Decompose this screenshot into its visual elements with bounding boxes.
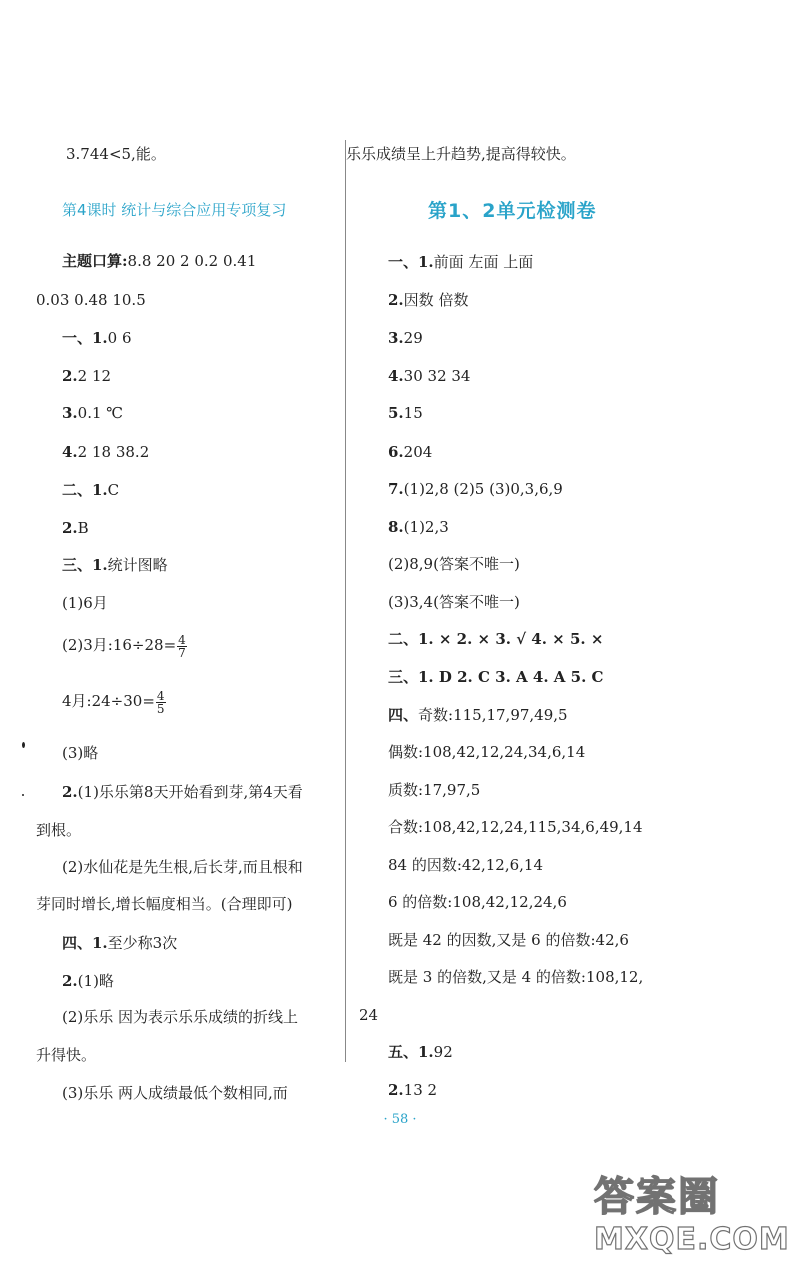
unit-answer-1-3: 3.29 — [388, 329, 423, 347]
unit-answer-4-factors-84: 84 的因数:42,12,6,14 — [388, 856, 544, 874]
answer-3-2: 2.(1)乐乐第8天开始看到芽,第4天看 — [62, 783, 303, 801]
right-top-line: 乐乐成绩呈上升趋势,提高得较快。 — [346, 145, 576, 163]
unit-answer-4-composite: 合数:108,42,12,24,115,34,6,49,14 — [388, 818, 643, 836]
unit-answer-4-prime: 质数:17,97,5 — [388, 781, 481, 799]
left-top-line: 3.744<5,能。 — [66, 145, 166, 163]
zhuti-label: 主题口算: — [62, 252, 128, 270]
answer-4-2-2-cont: 升得快。 — [36, 1046, 97, 1064]
unit-answer-1-8-3: (3)3,4(答案不唯一) — [388, 593, 520, 611]
answer-4-2-2: (2)乐乐 因为表示乐乐成绩的折线上 — [62, 1008, 299, 1026]
page-number: · 58 · — [383, 1112, 417, 1127]
answer-4-2-3: (3)乐乐 两人成绩最低个数相同,而 — [62, 1084, 288, 1102]
fraction-4-7: $\frac{4}{7}$ — [178, 632, 186, 660]
answer-3-2-2-cont: 芽同时增长,增长幅度相当。(合理即可) — [36, 895, 293, 913]
watermark-top: 答案圈 — [594, 1174, 720, 1220]
scan-speck — [22, 794, 24, 796]
unit-answer-4-odd: 四、奇数:115,17,97,49,5 — [388, 706, 568, 724]
unit-answer-1-8-2: (2)8,9(答案不唯一) — [388, 555, 520, 573]
unit-answer-5-2: 2.13 2 — [388, 1081, 438, 1099]
answer-2-2: 2.B — [62, 519, 89, 537]
unit-answer-1-6: 6.204 — [388, 443, 433, 461]
answer-3-1-2: (2)3月:16÷28= $\frac{4}{7}$ — [62, 632, 186, 660]
answer-3-1-1: (1)6月 — [62, 594, 108, 612]
answer-3-2-2: (2)水仙花是先生根,后长芽,而且根和 — [62, 858, 303, 876]
answer-3-1: 三、1.统计图略 — [62, 556, 168, 574]
unit-answer-1-1: 一、1.前面 左面 上面 — [388, 253, 534, 271]
unit-answer-5-1: 五、1.92 — [388, 1043, 453, 1061]
unit-answer-1-4: 4.30 32 34 — [388, 367, 471, 385]
column-divider — [345, 140, 346, 1062]
answer-4-2: 2.(1)略 — [62, 972, 114, 990]
fraction-4-5: $\frac{4}{5}$ — [156, 688, 165, 716]
zhuti-values: 8.8 20 2 0.2 0.41 — [127, 252, 257, 270]
unit-answer-1-5: 5.15 — [388, 404, 423, 422]
unit-answer-2: 二、1. × 2. × 3. √ 4. × 5. × — [388, 630, 604, 648]
unit-answer-3: 三、1. D 2. C 3. A 4. A 5. C — [388, 668, 604, 686]
unit-answer-4-both-3-4: 既是 3 的倍数,又是 4 的倍数:108,12, — [388, 968, 644, 986]
answer-3-1-3: (3)略 — [62, 744, 99, 762]
answer-1-2: 2.2 12 — [62, 367, 112, 385]
zhuti-cont: 0.03 0.48 10.5 — [36, 291, 146, 309]
watermark-bottom: MXQE.COM — [594, 1222, 790, 1257]
unit-answer-4-even: 偶数:108,42,12,24,34,6,14 — [388, 743, 586, 761]
zhuti-line — [62, 252, 256, 270]
watermark-logo — [594, 1165, 790, 1265]
scan-speck — [22, 742, 25, 748]
unit-answer-1-2: 2.因数 倍数 — [388, 291, 469, 309]
answer-4-1: 四、1.至少称3次 — [62, 934, 178, 952]
unit-answer-4-both-3-4-cont: 24 — [359, 1006, 379, 1024]
unit-answer-4-both-42-6: 既是 42 的因数,又是 6 的倍数:42,6 — [388, 931, 629, 949]
answer-3-1-2b: 4月:24÷30= $\frac{4}{5}$ — [62, 688, 165, 716]
unit-answer-1-8: 8.(1)2,3 — [388, 518, 449, 536]
answer-2-1: 二、1.C — [62, 481, 120, 499]
answer-1-1: 一、1.0 6 — [62, 329, 132, 347]
unit-answer-1-7: 7.(1)2,8 (2)5 (3)0,3,6,9 — [388, 480, 563, 498]
answer-1-4: 4.2 18 38.2 — [62, 443, 150, 461]
unit-answer-4-multiples-6: 6 的倍数:108,42,12,24,6 — [388, 893, 567, 911]
section-title-unit-1-2: 第1、2单元检测卷 — [428, 200, 597, 222]
answer-3-2-cont: 到根。 — [36, 821, 82, 839]
answer-1-3: 3.0.1 ℃ — [62, 404, 124, 422]
section-title-lesson4: 第4课时 统计与综合应用专项复习 — [62, 201, 287, 219]
